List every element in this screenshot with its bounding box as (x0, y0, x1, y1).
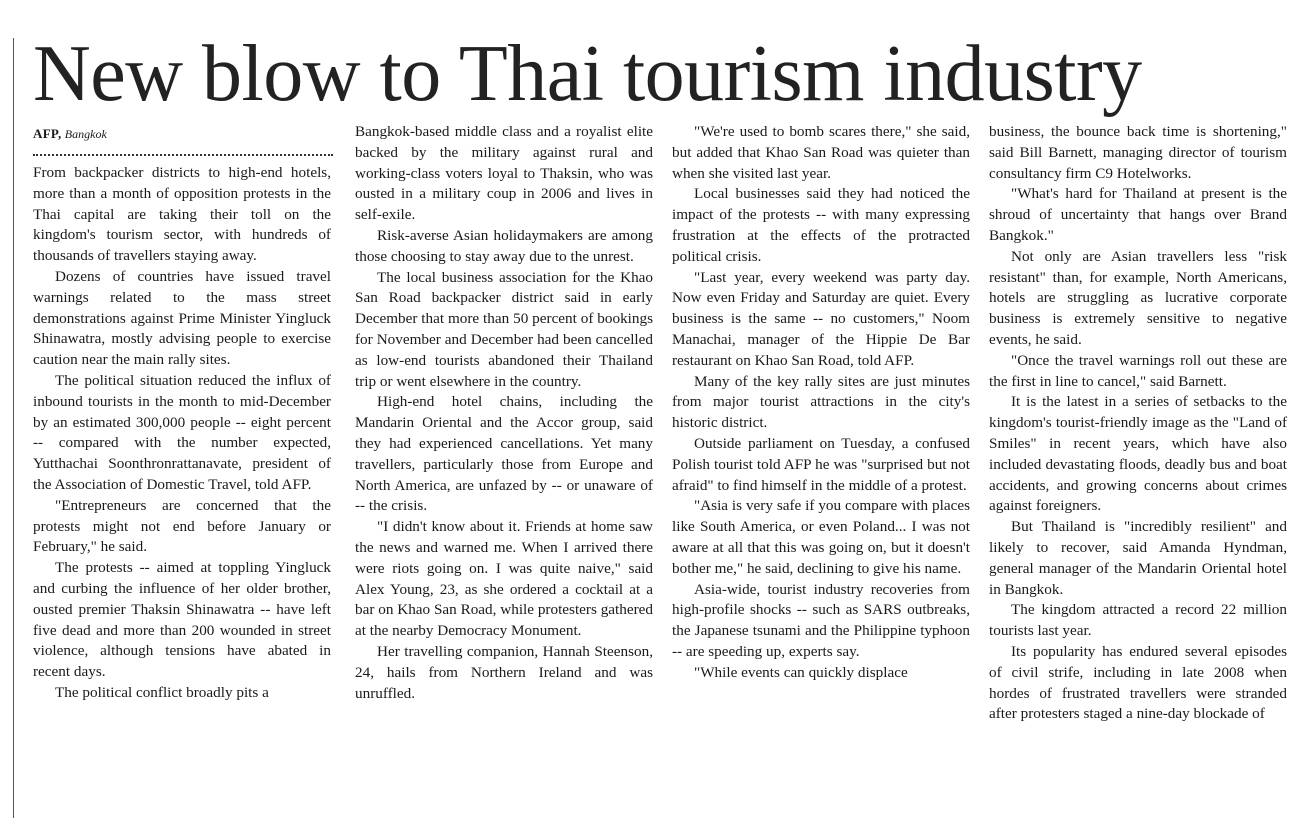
column-rule (13, 38, 14, 818)
paragraph: Her travelling companion, Hannah Steenson, 24, hails from Northern Ireland and was unruffled. (355, 642, 653, 702)
paragraph: "I didn't know about it. Friends at home saw the news and warned me. When I arrived there were riots going on. I was quite naive," said Alex Young, 23, as she ordered a cocktail at a bar on Khao San Road, while protesters gathered at the nearby Democracy Monument. (355, 518, 653, 640)
paragraph: High-end hotel chains, including the Mandarin Oriental and the Accor group, said they had experienced cancellations. Yet many travellers, particularly those from Europe and North America, are unfazed by -- or unaware of -- the crisis. (355, 393, 653, 515)
paragraph: Dozens of countries have issued travel warnings related to the mass street demonstrations against Prime Minister Yingluck Shinawatra, mostly advising people to exercise caution near the main rally sites. (33, 267, 331, 369)
paragraph: "While events can quickly displace (694, 663, 908, 681)
paragraph: Bangkok-based middle class and a royalist elite backed by the military against rural and working-class voters loyal to Thaksin, who was ousted in a military coup in 2006 and lives in self-exile. (355, 123, 653, 224)
paragraph: "Last year, every weekend was party day. Now even Friday and Saturday are quiet. Every business is the same -- no customers," Noom Manachai, manager of the Hippie De Bar restaurant on Khao San Road, told AFP. (672, 268, 970, 369)
headline: New blow to Thai tourism industry (33, 30, 1142, 118)
paragraph: Risk-averse Asian holidaymakers are among those choosing to stay away due to the unrest. (355, 226, 653, 265)
paragraph: Asia-wide, tourist industry recoveries from high-profile shocks -- such as SARS outbreaks, the Japanese tsunami and the Philippine typhoon -- are speeding up, experts say. (672, 580, 970, 660)
paragraph: Its popularity has endured several episodes of civil strife, including in late 2008 when hordes of frustrated travellers were stranded after protesters staged a nine-day blockade of (989, 642, 1287, 723)
paragraph: Many of the key rally sites are just minutes from major tourist attractions in the city's historic district. (672, 372, 970, 432)
article-column-2 (355, 122, 653, 704)
paragraph: "Entrepreneurs are concerned that the protests might not end before January or February," he said. (33, 496, 331, 556)
paragraph: Outside parliament on Tuesday, a confused Polish tourist told AFP he was "surprised but not afraid" to find himself in the middle of a protest. (672, 434, 970, 494)
article-column-4 (989, 122, 1287, 725)
paragraph: Not only are Asian travellers less "risk resistant" than, for example, North Americans, hotels are struggling as lucrative corporate business is extremely sensitive to negative events, he said. (989, 247, 1287, 348)
paragraph: Local businesses said they had noticed the impact of the protests -- with many expressing frustration at the effects of the protracted political crisis. (672, 185, 970, 265)
paragraph: "Asia is very safe if you compare with places like South America, or even Poland... I was not aware at all that this was going on, but it doesn't bother me," he said, declining to give his name. (672, 497, 970, 577)
paragraph: It is the latest in a series of setbacks to the kingdom's tourist-friendly image as the "Land of Smiles" in recent years, which have also included devastating floods, deadly bus and boat accidents, and growing concerns about crimes against foreigners. (989, 393, 1287, 515)
paragraph: But Thailand is "incredibly resilient" and likely to recover, said Amanda Hyndman, general manager of the Mandarin Oriental hotel in Bangkok. (989, 518, 1287, 598)
paragraph: The local business association for the Khao San Road backpacker district said in early December that more than 50 percent of bookings for November and December had been cancelled as low-end tourists abandoned their Thailand trip or went elsewhere in the country. (355, 268, 653, 390)
article-column-3 (672, 122, 970, 684)
paragraph: "We're used to bomb scares there," she said, but added that Khao San Road was quieter than when she visited last year. (672, 123, 970, 182)
paragraph: The kingdom attracted a record 22 million tourists last year. (989, 601, 1287, 640)
byline-agency: AFP, (33, 126, 62, 141)
dotted-divider (33, 154, 333, 156)
paragraph: The political situation reduced the influx of inbound tourists in the month to mid-December by an estimated 300,000 people -- eight percent -- compared with the number expected, Yutthachai Soonthronrattanavate, president of the Association of Domestic Travel, told AFP. (33, 371, 331, 493)
paragraph: "Once the travel warnings roll out these are the first in line to cancel," said Barnett. (989, 351, 1287, 390)
byline-location: Bangkok (64, 127, 107, 141)
byline (33, 124, 331, 144)
paragraph: "What's hard for Thailand at present is the shroud of uncertainty that hangs over Brand Bangkok." (989, 185, 1287, 244)
paragraph: The political conflict broadly pits a (55, 683, 269, 701)
article-column-1 (33, 122, 331, 704)
paragraph: The protests -- aimed at toppling Yingluck and curbing the influence of her older brother, ousted premier Thaksin Shinawatra -- have left five dead and more than 200 wounded in street violence, although tensions have abated in recent days. (33, 559, 331, 681)
paragraph: business, the bounce back time is shortening," said Bill Barnett, managing director of tourism consultancy firm C9 Hotelworks. (989, 123, 1287, 182)
paragraph: From backpacker districts to high-end hotels, more than a month of opposition protests in the Thai capital are taking their toll on the kingdom's tourism sector, with hundreds of thousands of travellers staying away. (33, 164, 331, 265)
